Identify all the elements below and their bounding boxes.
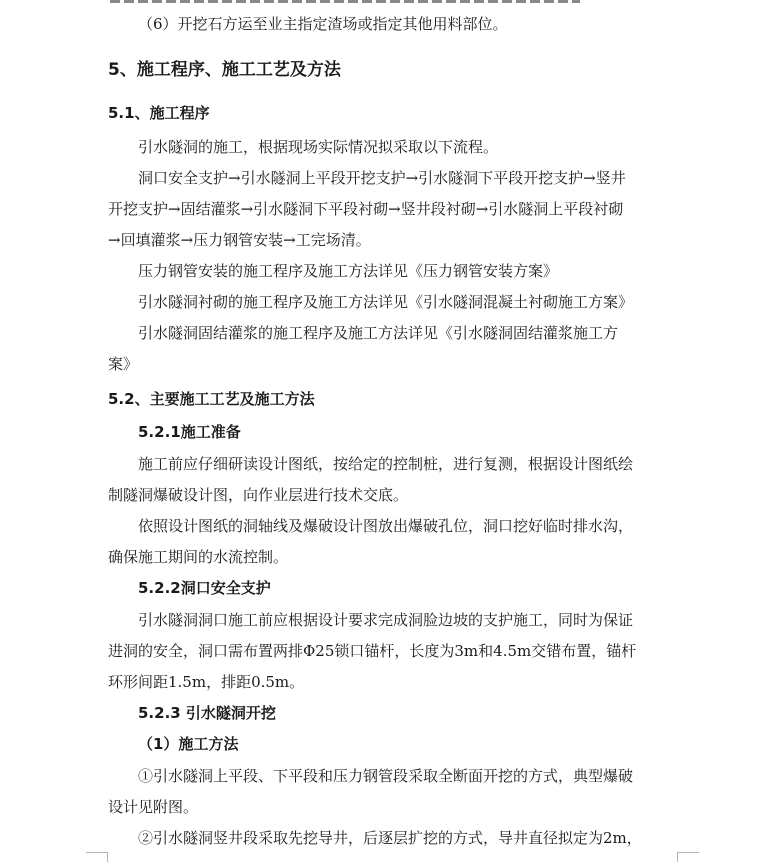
paragraph-line: 施工前应仔细研读设计图纸，按给定的控制桩，进行复测，根据设计图纸绘 xyxy=(138,455,634,473)
subsection-heading-5-2: 5.2、主要施工工艺及施工方法 xyxy=(108,390,315,408)
list-item-6: （6）开挖石方运至业主指定渣场或指定其他用料部位。 xyxy=(138,15,508,33)
page-corner-mark-right xyxy=(677,852,699,863)
cut-off-previous-line xyxy=(110,0,580,3)
paragraph-line: 洞口安全支护→引水隧洞上平段开挖支护→引水隧洞下平段开挖支护→竖井 xyxy=(138,169,626,187)
subsection-heading-5-2-3: 5.2.3 引水隧洞开挖 xyxy=(138,704,276,722)
paragraph-line: 压力钢管安装的施工程序及施工方法详见《压力钢管安装方案》 xyxy=(138,262,559,280)
paragraph-line: 设计见附图。 xyxy=(108,798,199,816)
paragraph-line: 引水隧洞衬砌的施工程序及施工方法详见《引水隧洞混凝土衬砌施工方案》 xyxy=(138,293,634,311)
paragraph-line: 开挖支护→固结灌浆→引水隧洞下平段衬砌→竖井段衬砌→引水隧洞上平段衬砌 xyxy=(108,200,624,218)
paragraph-line: 引水隧洞固结灌浆的施工程序及施工方法详见《引水隧洞固结灌浆施工方 xyxy=(138,324,619,342)
paragraph-line: ①引水隧洞上平段、下平段和压力钢管段采取全断面开挖的方式，典型爆破 xyxy=(138,767,634,785)
paragraph-line: 环形间距1.5m，排距0.5m。 xyxy=(108,673,305,691)
paragraph-line: ②引水隧洞竖井段采取先挖导井，后逐层扩挖的方式，导井直径拟定为2m， xyxy=(138,829,642,847)
section-heading-5: 5、施工程序、施工工艺及方法 xyxy=(108,60,341,80)
subsection-heading-5-2-1: 5.2.1施工准备 xyxy=(138,423,241,441)
paragraph-line: 引水隧洞洞口施工前应根据设计要求完成洞脸边坡的支护施工，同时为保证 xyxy=(138,611,634,629)
paragraph-line: →回填灌浆→压力钢管安装→工完场清。 xyxy=(108,231,371,249)
paragraph-line: 依照设计图纸的洞轴线及爆破设计图放出爆破孔位，洞口挖好临时排水沟， xyxy=(138,517,634,535)
paragraph-line: 进洞的安全，洞口需布置两排Φ25锁口锚杆，长度为3m和4.5m交错布置，锚杆 xyxy=(108,642,637,660)
paragraph-line: 确保施工期间的水流控制。 xyxy=(108,548,289,566)
item-heading-construction-method: （1）施工方法 xyxy=(138,735,239,753)
page-corner-mark-left xyxy=(86,852,108,863)
subsection-heading-5-1: 5.1、施工程序 xyxy=(108,104,210,122)
subsection-heading-5-2-2: 5.2.2洞口安全支护 xyxy=(138,579,271,597)
paragraph-line: 引水隧洞的施工，根据现场实际情况拟采取以下流程。 xyxy=(138,138,499,156)
paragraph-line: 制隧洞爆破设计图，向作业层进行技术交底。 xyxy=(108,486,409,504)
paragraph-line: 案》 xyxy=(108,355,139,373)
